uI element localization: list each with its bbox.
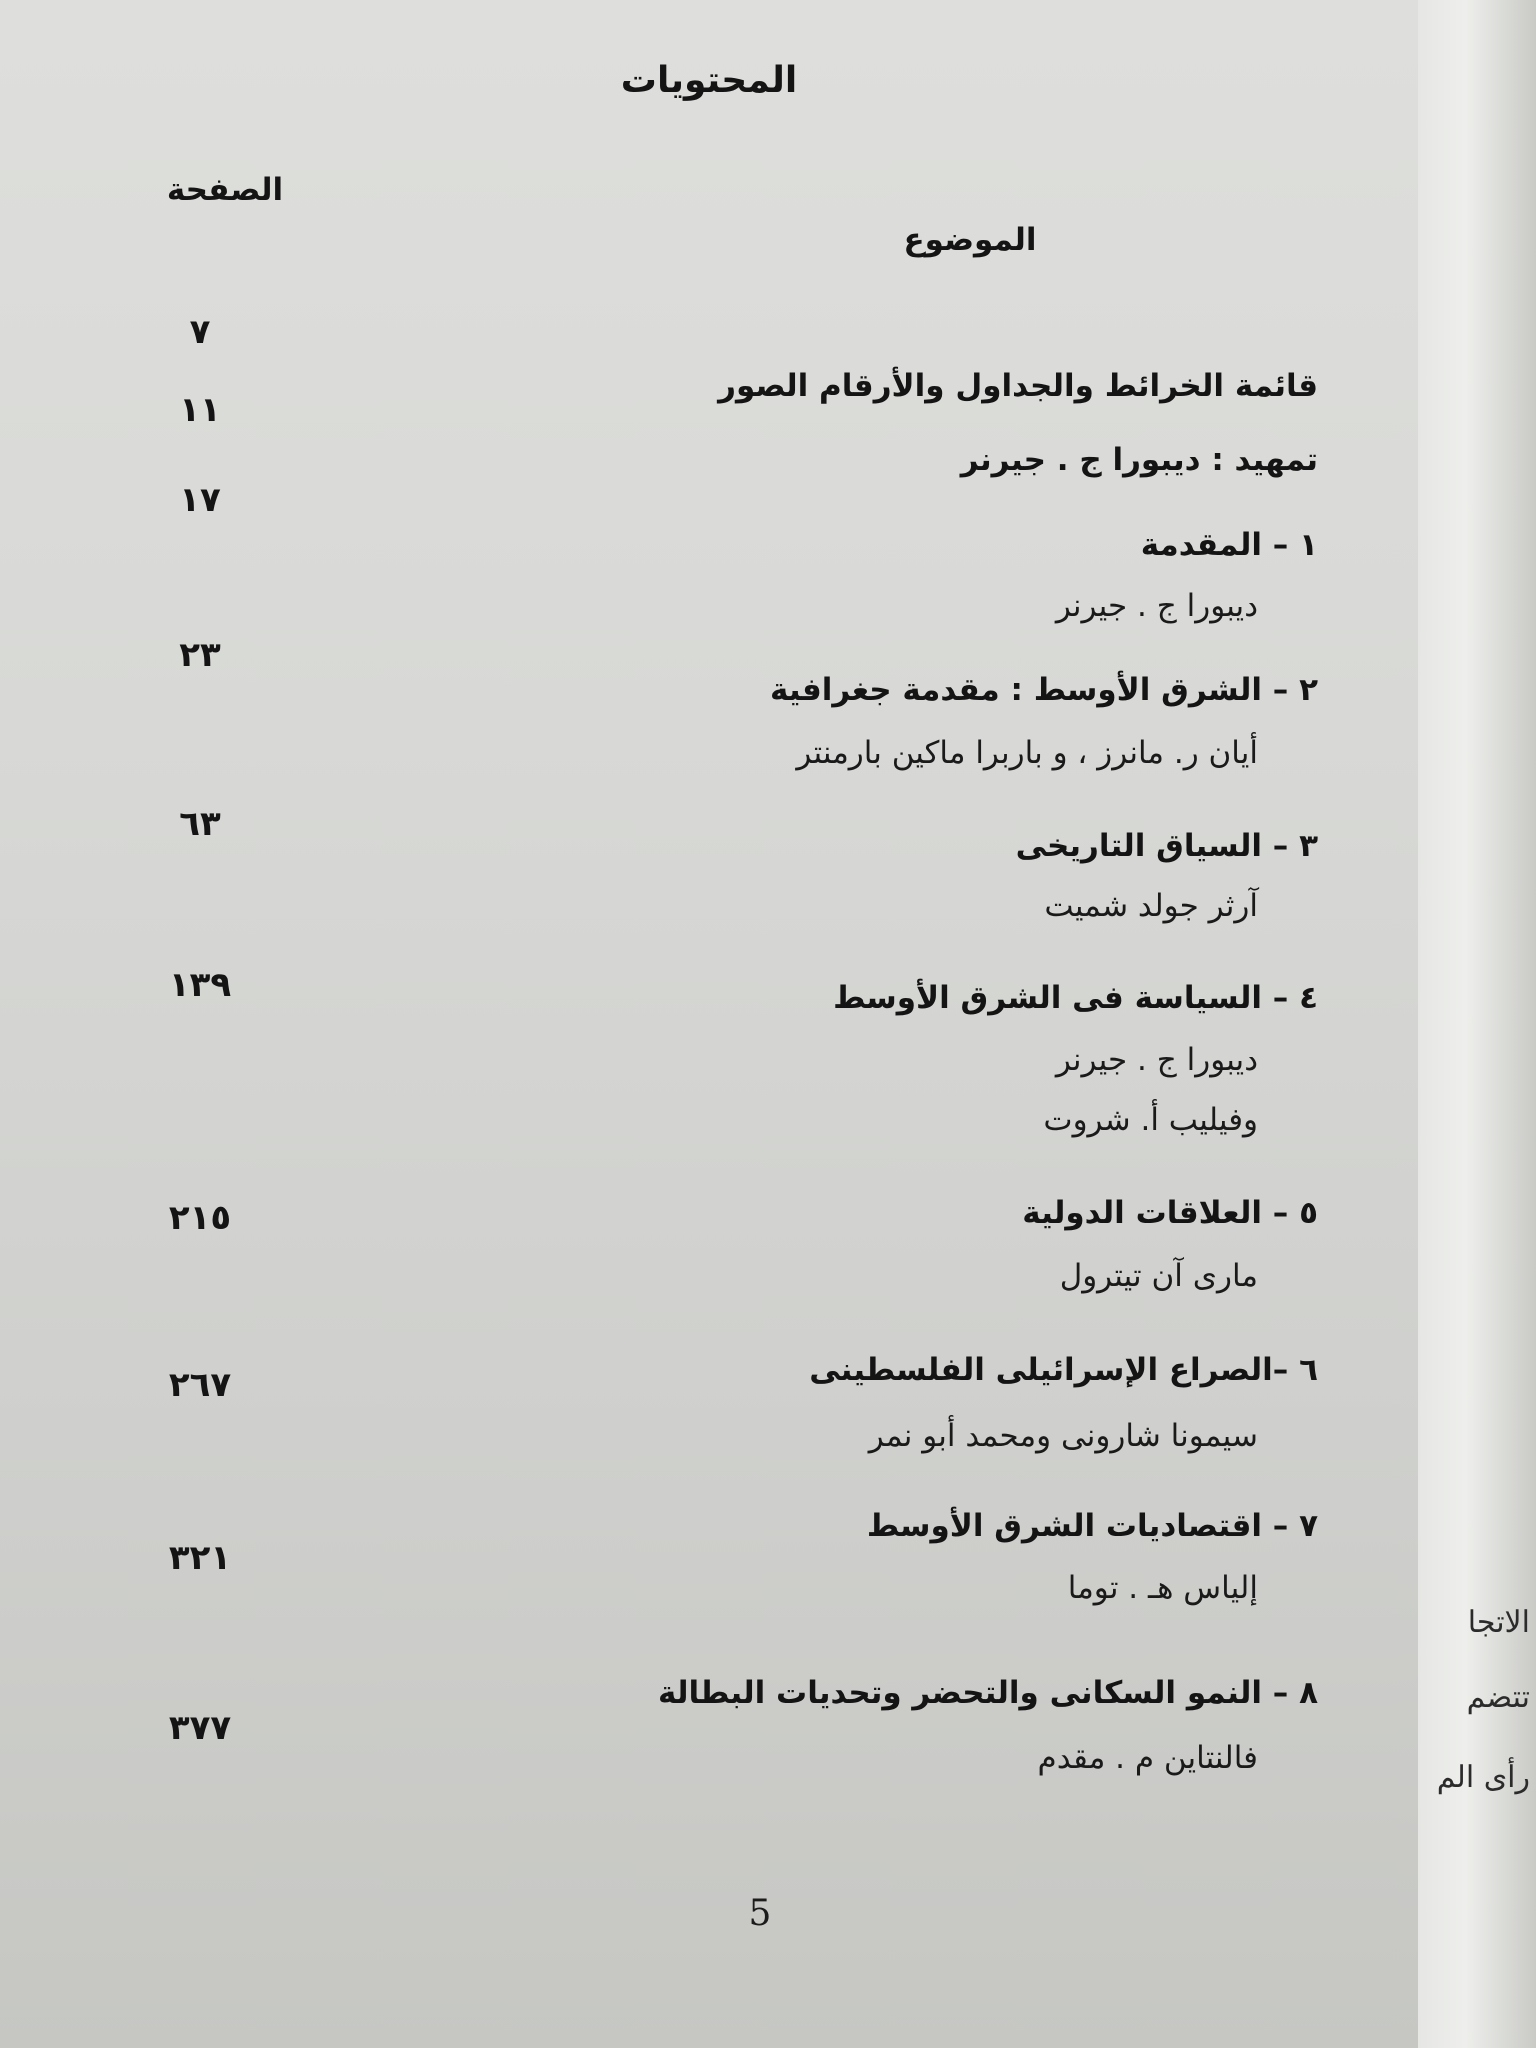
page-title: المحتويات [620, 60, 798, 101]
toc-entry-author: سيمونا شارونى ومحمد أبو نمر [868, 1418, 1258, 1454]
toc-entry-title: تمهيد : ديبورا ج . جيرنر [960, 442, 1318, 478]
toc-entry-page: ٢١٥ [168, 1198, 232, 1238]
toc-entry-page: ٢٣ [179, 635, 221, 675]
toc-entry-author: أيان ر. مانرز ، و باربرا ماكين بارمنتر [796, 735, 1258, 771]
adjacent-page-text: تتضم [1466, 1680, 1530, 1715]
adjacent-page-text: رأى الم [1436, 1760, 1530, 1795]
toc-entry-title: قائمة الخرائط والجداول والأرقام الصور [718, 368, 1318, 404]
toc-entry-title: ٧ – اقتصاديات الشرق الأوسط [866, 1508, 1318, 1544]
toc-entry-title: ٥ – العلاقات الدولية [1022, 1195, 1318, 1231]
page-column-header: الصفحة [166, 172, 284, 208]
adjacent-page-edge [1418, 0, 1536, 2048]
page-number: 5 [748, 1893, 772, 1934]
toc-entry-title: ٤ – السياسة فى الشرق الأوسط [833, 980, 1318, 1016]
adjacent-page-text: الاتجا [1467, 1605, 1530, 1640]
toc-entry-title: ١ – المقدمة [1140, 527, 1318, 563]
topic-column-header: الموضوع [903, 222, 1037, 258]
toc-entry-page: ٦٣ [179, 804, 221, 844]
toc-entry-author: ديبورا ج . جيرنر [1055, 1042, 1258, 1078]
toc-entry-title: ٦ –الصراع الإسرائيلى الفلسطينى [809, 1352, 1318, 1388]
toc-entry-page: ١٣٩ [168, 965, 232, 1005]
toc-entry-author: فالنتاين م . مقدم [1037, 1740, 1258, 1776]
toc-entry-page: ١١ [179, 390, 221, 430]
toc-entry-author: إلياس هـ . توما [1067, 1570, 1258, 1606]
toc-entry-title: ٢ – الشرق الأوسط : مقدمة جغرافية [770, 672, 1318, 708]
toc-entry-title: ٣ – السياق التاريخى [1015, 828, 1318, 864]
toc-entry-page: ١٧ [179, 480, 221, 520]
toc-entry-title: ٨ – النمو السكانى والتحضر وتحديات البطالة [658, 1675, 1318, 1711]
toc-entry-page: ٢٦٧ [168, 1365, 232, 1405]
toc-entry-page: ٣٧٧ [168, 1708, 232, 1748]
toc-entry-author: مارى آن تيترول [1059, 1258, 1258, 1294]
toc-entry-author: آرثر جولد شميت [1044, 888, 1258, 924]
toc-entry-page: ٣٢١ [168, 1538, 232, 1578]
toc-entry-page: ٧ [189, 312, 211, 352]
toc-entry-author: ديبورا ج . جيرنر [1055, 588, 1258, 624]
toc-entry-author: وفيليب أ. شروت [1043, 1102, 1258, 1138]
